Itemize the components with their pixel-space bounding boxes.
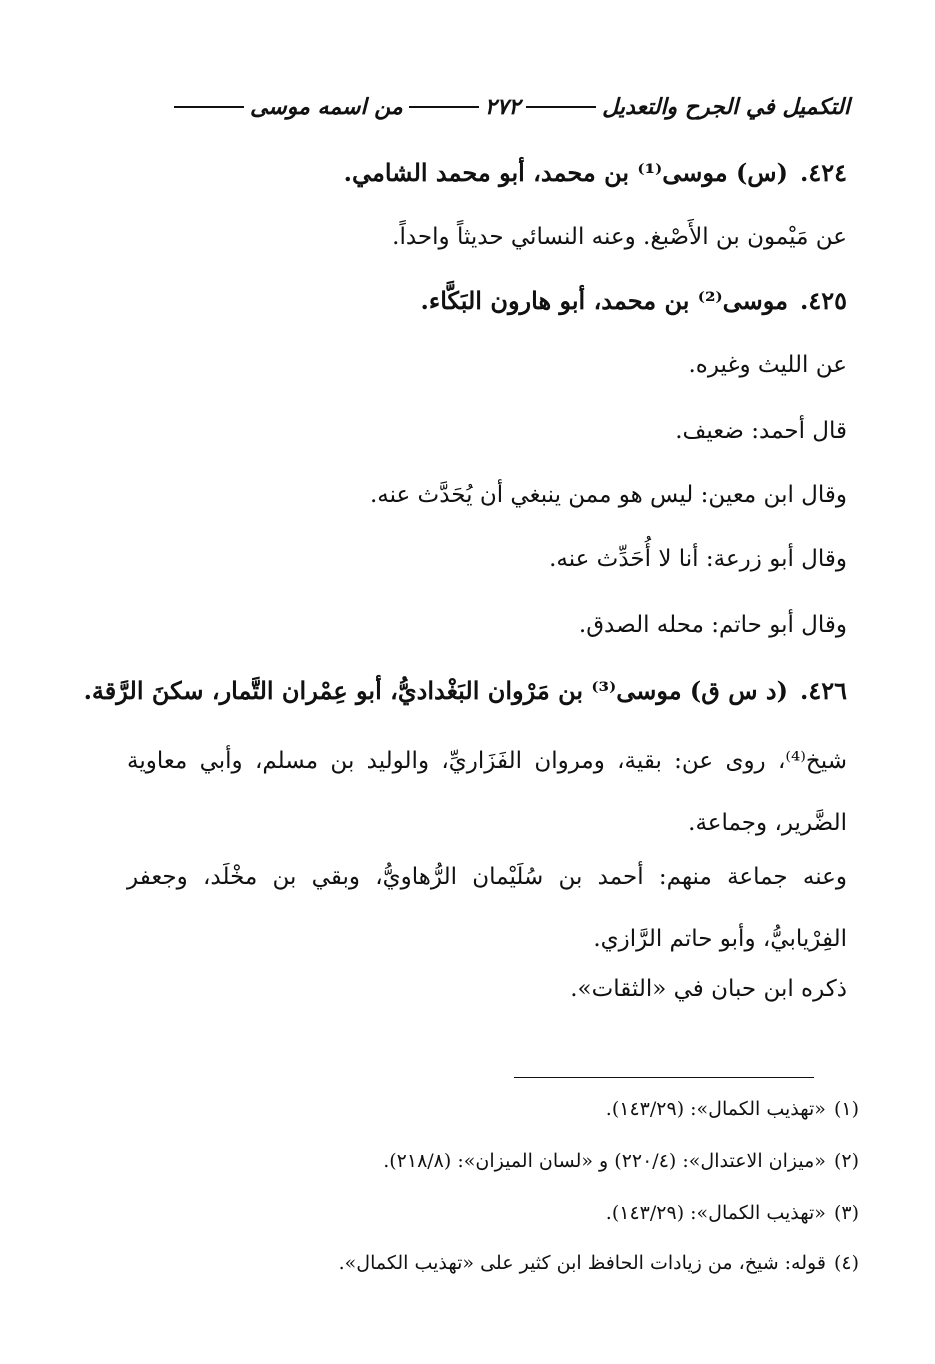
entry-number: ٤٢٦. (799, 676, 847, 705)
footnote-number: (٤) (833, 1252, 859, 1274)
entry-heading-426 (84, 676, 847, 705)
entry-number: ٤٢٤. (799, 158, 847, 187)
footnote-text: قوله: شيخ، من زيادات الحافظ ابن كثير على «تهذيب الكمال». (338, 1252, 826, 1274)
footnote-number: (١) (833, 1098, 859, 1120)
entry-heading-425 (421, 286, 847, 315)
footnote (339, 1252, 859, 1274)
entry-title: موسى⁽²⁾ بن محمد، أبو هارون البَكَّاء. (420, 286, 788, 315)
entry-paragraph: وعنه جماعة منهم: أحمد بن سُلَيْمان الرُّهاويُّ، وبقي بن مخْلَد، وجعفر الفِرْيابيُّ، وأبو حاتم الرَّازي. (127, 864, 847, 952)
footnote (606, 1202, 859, 1224)
header-divider (526, 106, 596, 108)
header-section: من اسمه موسى (249, 94, 403, 120)
entry-line: وقال أبو حاتم: محله الصدق. (578, 612, 847, 638)
entry-line: قال أحمد: ضعيف. (675, 418, 847, 444)
entry-paragraph: شيخ⁽⁴⁾، روى عن: بقية، ومروان الفَزَاريِّ، والوليد بن مسلم، وأبي معاوية الضَّرير، وجماعة. (127, 748, 847, 836)
footnote-text: «ميزان الاعتدال»: (٢٢٠/٤) و «لسان الميزان»: (٢١٨/٨). (383, 1150, 826, 1172)
entry-line: عن الليث وغيره. (688, 352, 847, 378)
entry-number: ٤٢٥. (799, 286, 847, 315)
footnote-separator (514, 1077, 814, 1078)
entry-line: عن مَيْمون بن الأَصْبغ. وعنه النسائي حديثاً واحداً. (392, 224, 847, 250)
footnote (606, 1098, 859, 1120)
footnote-number: (٢) (833, 1150, 859, 1172)
running-header (168, 88, 850, 126)
footnote-text: «تهذيب الكمال»: (١٤٣/٢٩). (605, 1202, 826, 1224)
footnote (383, 1150, 859, 1172)
entry-heading-424 (344, 158, 847, 187)
header-title: التكميل في الجرح والتعديل (602, 94, 850, 120)
entry-title: (س) موسى⁽¹⁾ بن محمد، أبو محمد الشامي. (343, 158, 788, 187)
entry-line: وقال ابن معين: ليس هو ممن ينبغي أن يُحَدَّث عنه. (369, 482, 847, 508)
entry-line: وقال أبو زرعة: أنا لا أُحَدِّث عنه. (549, 546, 847, 572)
header-divider (409, 106, 479, 108)
footnote-text: «تهذيب الكمال»: (١٤٣/٢٩). (605, 1098, 826, 1120)
entry-title: (د س ق) موسى⁽³⁾ بن مَرْوان البَغْداديُّ، أبو عِمْران التَّمار، سكنَ الرَّقة. (83, 676, 788, 705)
footnote-number: (٣) (833, 1202, 859, 1224)
header-divider (174, 106, 244, 108)
header-page-number: ٢٧٢ (484, 94, 521, 120)
entry-line: ذكره ابن حبان في «الثقات». (570, 976, 847, 1002)
